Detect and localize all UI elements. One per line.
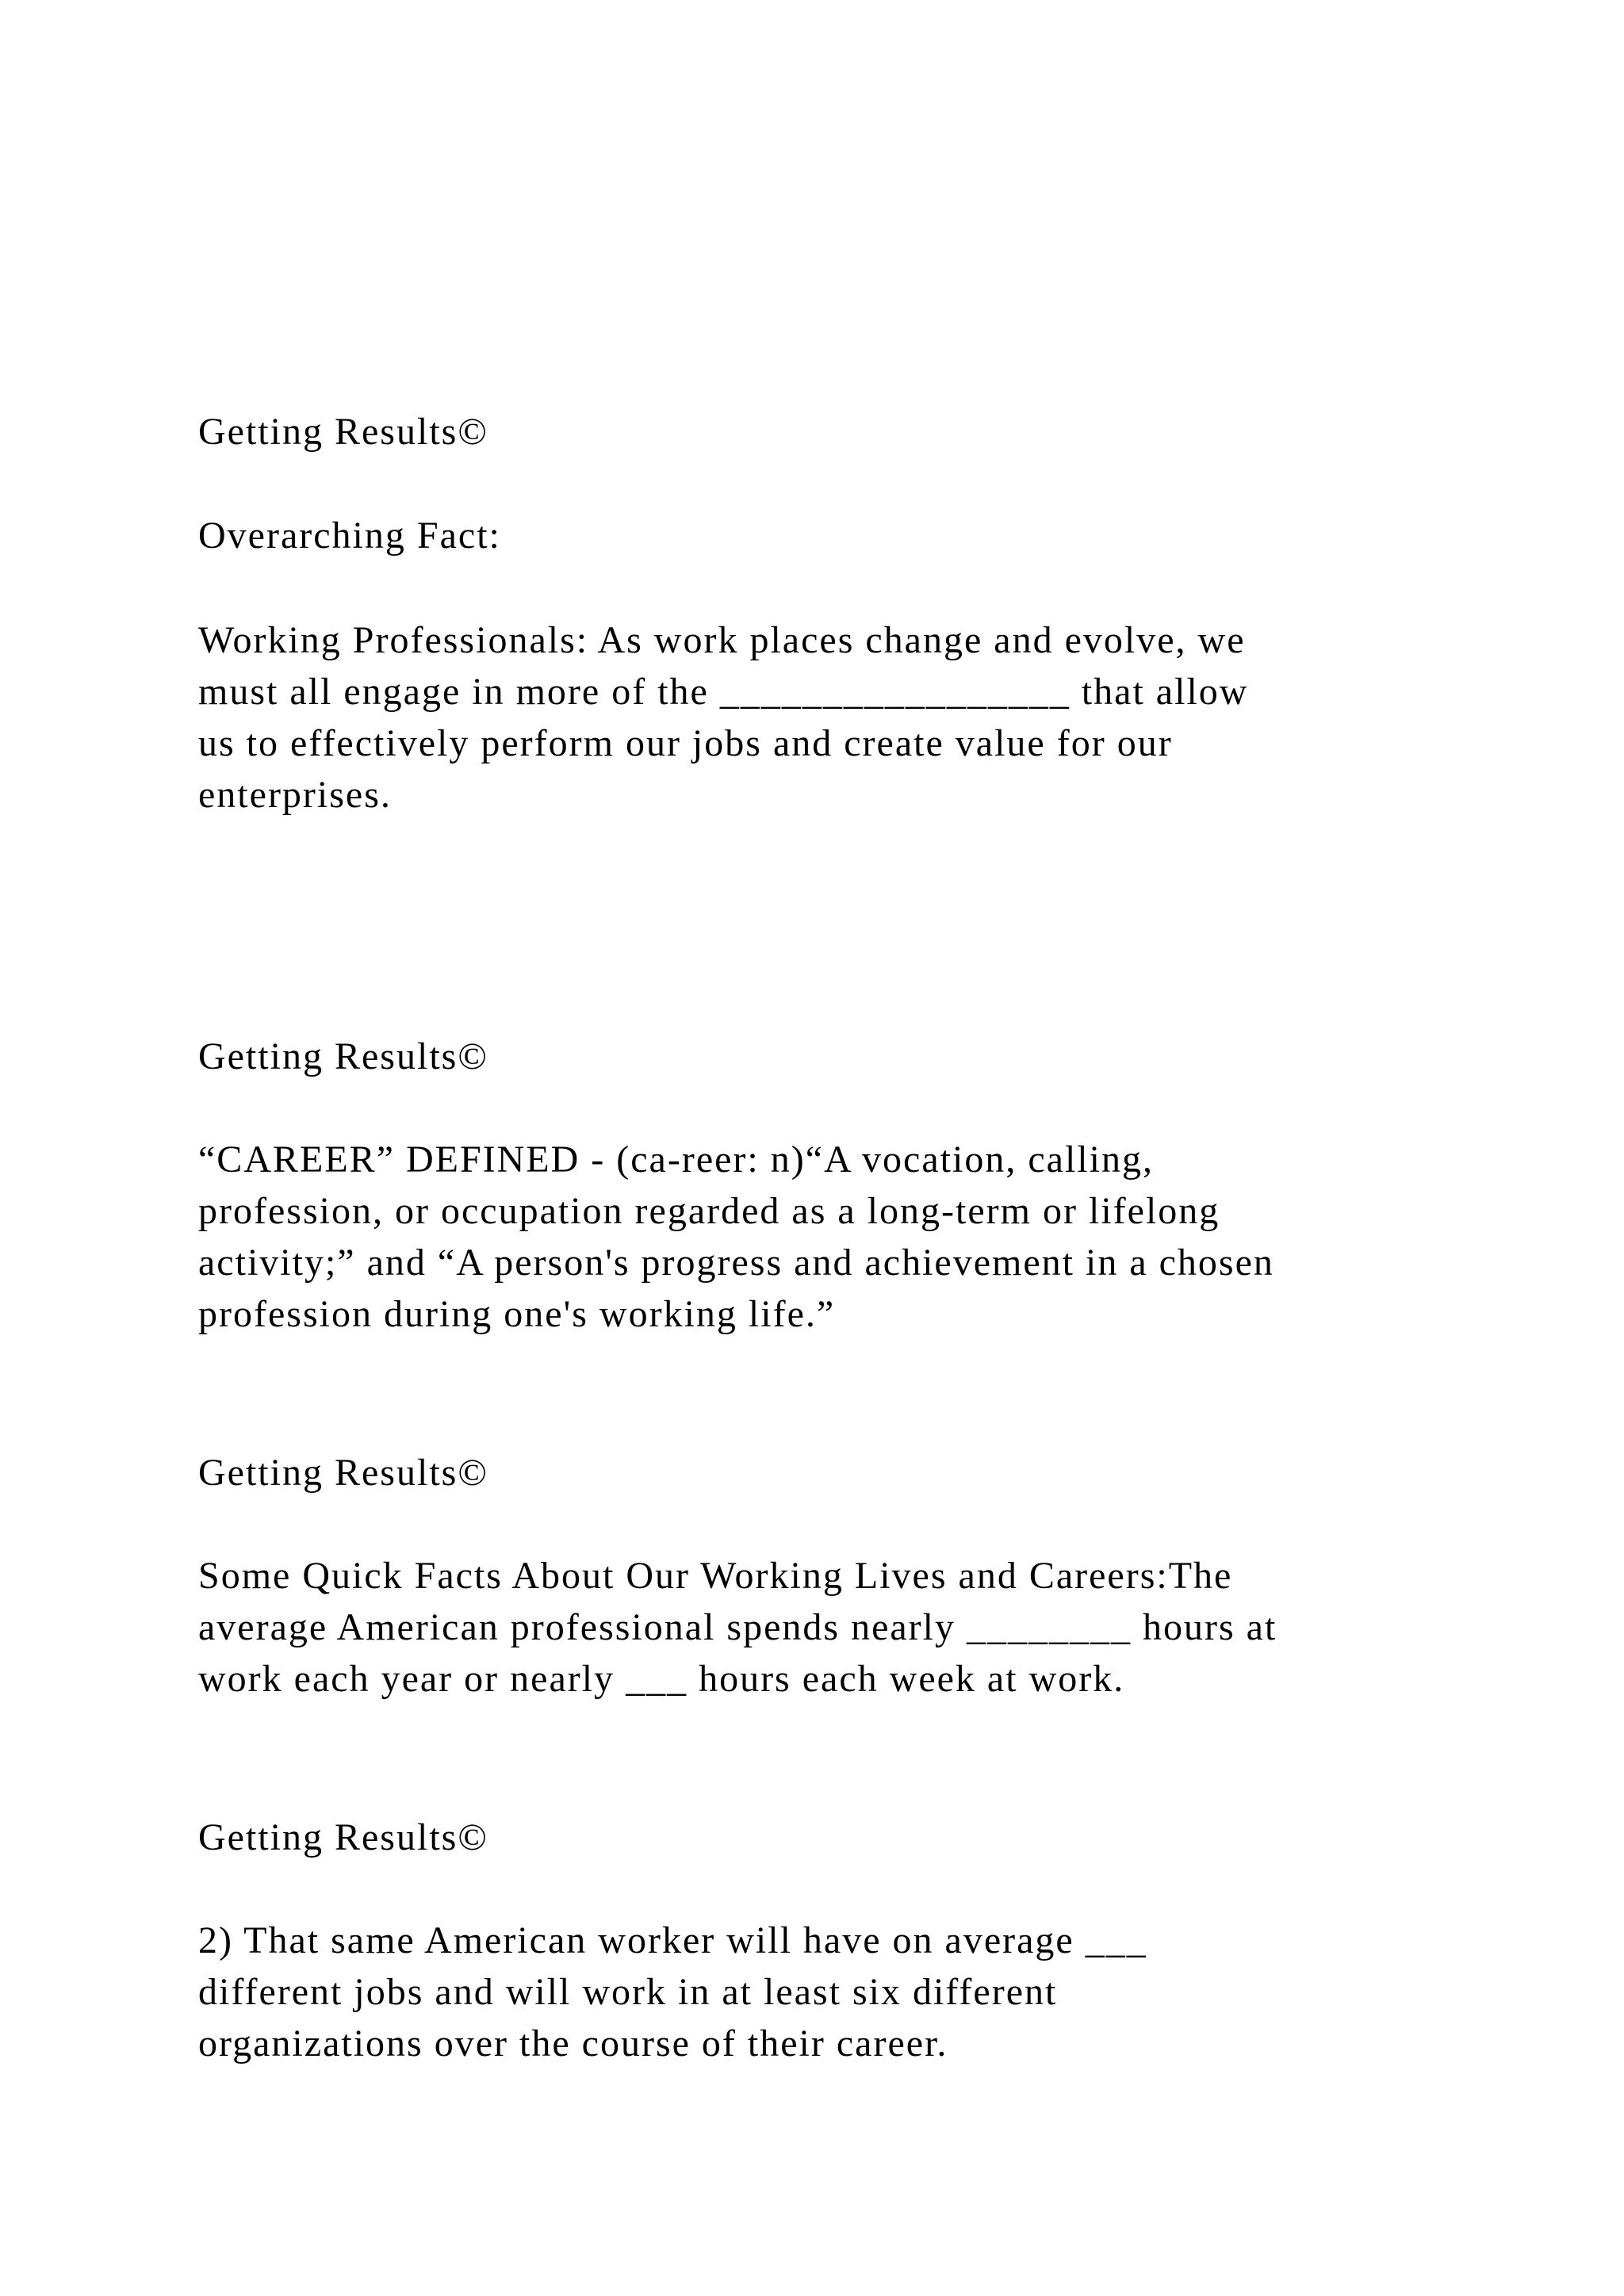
section2-line-3: activity;” and “A person's progress and achievement in a chosen [198,1242,1274,1284]
section4-line-1: 2) That same American worker will have on average ___ [198,1919,1147,1961]
section4-line-3: organizations over the course of their career. [198,2022,948,2064]
section3-line-2: average American professional spends nearly ________ hours at [198,1606,1277,1648]
section2-heading: Getting Results© [198,1035,488,1077]
section1-line-1: Working Professionals: As work places change and evolve, we [198,619,1246,661]
section1-line-2: must all engage in more of the _________________ that allow [198,671,1249,713]
section1-line-3: us to effectively perform our jobs and create value for our [198,722,1173,764]
section4-heading: Getting Results© [198,1816,488,1858]
section1-subheading: Overarching Fact: [198,515,501,557]
section3-heading: Getting Results© [198,1452,488,1494]
section2-line-4: profession during one's working life.” [198,1293,836,1335]
section2-line-2: profession, or occupation regarded as a long-term or lifelong [198,1190,1220,1232]
section3-line-1: Some Quick Facts About Our Working Lives and Careers:The [198,1555,1233,1597]
section2-line-1: “CAREER” DEFINED - (ca-reer: n)“A vocation, calling, [198,1138,1154,1181]
section1-line-4: enterprises. [198,774,392,816]
section4-line-2: different jobs and will work in at least six different [198,1971,1058,2013]
section3-line-3: work each year or nearly ___ hours each week at work. [198,1658,1125,1700]
section1-heading: Getting Results© [198,411,488,453]
